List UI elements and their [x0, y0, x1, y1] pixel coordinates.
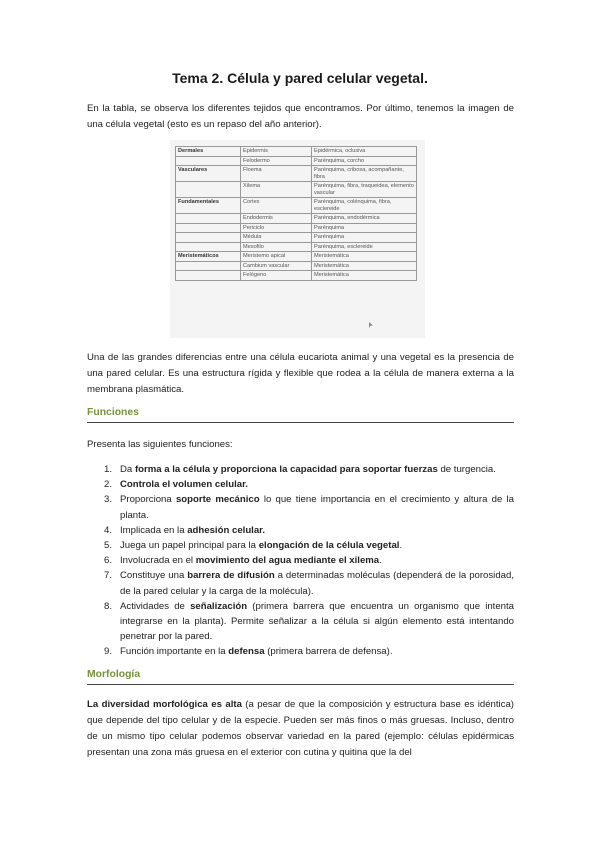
table-cell-cells: Parénquima, corcho [312, 156, 417, 166]
table-cell-category [176, 271, 241, 281]
table-cell-category: Vasculares [176, 166, 241, 182]
table-row [176, 233, 417, 243]
table-cell-category [176, 223, 241, 233]
list-text: (primera barrera de defensa). [264, 646, 393, 658]
table-cell-cells: Parénquima, endodérmica [312, 214, 417, 224]
table-cell-category [176, 182, 241, 198]
list-item [87, 477, 514, 492]
list-item [87, 523, 514, 538]
list-text: (primera barrera que encuentra un organismo que intenta integrarse en la planta). Permite señalizar a la célula si algún elemento está intentando penetrar por la pared. [120, 600, 515, 643]
table-row [176, 252, 417, 262]
list-text: de turgencia. [437, 464, 496, 475]
table-cell-cells: Parénquima, fibra, traqueidea, elemento vascular [312, 182, 417, 198]
list-item [87, 492, 514, 522]
table-cell-cells: Parénquima [312, 223, 417, 233]
list-number: 8. [104, 600, 113, 612]
list-text-bold: forma a la célula y proporciona la capacidad para soportar fuerzas [134, 464, 438, 475]
morfologia-paragraph [87, 697, 514, 761]
table-cell-category [176, 156, 241, 166]
list-text-bold: defensa [228, 646, 265, 658]
list-text-bold: elongación de la célula vegetal [258, 540, 400, 552]
table-cell-tissue: Periciclo [241, 223, 312, 233]
list-number: 9. [104, 646, 113, 658]
list-text-bold: adhesión celular. [187, 524, 266, 536]
table-cell-tissue: Floema [241, 166, 312, 182]
table-row [176, 223, 417, 233]
list-text: Implicada en la [120, 524, 188, 536]
funciones-intro: Presenta las siguientes funciones: [87, 439, 233, 450]
list-number: 6. [104, 555, 113, 567]
table-row [176, 156, 417, 166]
tissue-table [175, 146, 417, 281]
table-cell-tissue: Cortex [241, 198, 312, 214]
list-text-bold: soporte mecánico [175, 494, 260, 506]
morfologia-heading: Morfología [87, 669, 514, 685]
list-text-bold: barrera de difusión [187, 570, 275, 582]
list-text: a determinadas moléculas (dependerá de la porosidad, de la pared celular y la carga de la molécula). [120, 570, 514, 597]
list-item [87, 462, 514, 477]
morfologia-lead: La diversidad morfológica es alta [87, 699, 242, 710]
intro-paragraph: En la tabla, se observa los diferentes tejidos que encontramos. Por último, tenemos la imagen de una célula vegetal (esto es un repaso del año anterior). [87, 103, 514, 130]
table-cell-category [176, 214, 241, 224]
list-text: Actividades de [120, 600, 191, 612]
list-number: 7. [104, 570, 113, 582]
table-cell-tissue: Xilema [241, 182, 312, 198]
list-number: 5. [104, 540, 113, 552]
cell-wall-paragraph: Una de las grandes diferencias entre una célula eucariota animal y una vegetal es la presencia de una pared celular. Es una estructura rígida y flexible que rodea a la célula de manera externa a la membrana plasmática. [87, 352, 514, 395]
table-cell-category [176, 261, 241, 271]
list-item [87, 599, 514, 645]
list-text-bold: señalización [190, 600, 248, 612]
table-cell-category [176, 233, 241, 243]
table-cell-tissue: Felógeno [241, 271, 312, 281]
list-number: 3. [104, 494, 113, 506]
list-text: Proporciona [120, 494, 176, 506]
funciones-heading: Funciones [87, 407, 514, 423]
table-cell-tissue: Meristemo apical [241, 252, 312, 262]
funciones-list [87, 462, 514, 660]
table-cell-tissue: Cambium vascular [241, 261, 312, 271]
table-cell-cells: Parénquima, colénquima, fibra, esclereide [312, 198, 417, 214]
list-text-bold: Controla el volumen celular. [120, 479, 248, 491]
table-row [176, 166, 417, 182]
list-text: Función importante en la [120, 646, 229, 658]
table-row [176, 182, 417, 198]
table-cell-tissue: Mesofilo [241, 242, 312, 252]
morfologia-text: (a pesar de que la composición y estructura base es idéntica) que depende del tipo celular y de la especie. Pueden ser más finos o más gruesas. Incluso, dentro de un mismo tipo celular podemos observar variedad en la pared (ejemplo: células epidérmicas presentan una zona más gruesa en el exterior con cutina y quitina que la del [87, 699, 514, 758]
list-item [87, 538, 514, 553]
list-text: Constituye una [120, 570, 188, 582]
table-cell-cells: Parénquima, esclereide [312, 242, 417, 252]
list-number: 1. [104, 464, 113, 475]
list-number: 2. [104, 479, 113, 491]
table-cell-cells: Meristemática [312, 271, 417, 281]
table-cell-category: Fundamentales [176, 198, 241, 214]
list-text: . [399, 540, 403, 552]
list-item [87, 644, 514, 659]
table-cell-cells: Parénquima, cribosa, acompañante, fibra [312, 166, 417, 182]
table-row [176, 147, 417, 157]
table-row [176, 261, 417, 271]
list-text: Juega un papel principal para la [120, 540, 259, 552]
table-cell-category [176, 242, 241, 252]
table-cell-cells: Epidérmica, oclusiva [312, 147, 417, 157]
list-text: Da [120, 464, 135, 475]
page-title: Tema 2. Célula y pared celular vegetal. [172, 70, 428, 86]
table-row [176, 271, 417, 281]
list-text: . [379, 555, 382, 567]
list-text: Involucrada en el [120, 555, 196, 567]
list-text-bold: movimiento del agua mediante el xilema [195, 555, 380, 567]
list-number: 4. [104, 524, 113, 536]
table-row [176, 214, 417, 224]
table-cell-cells: Parénquima [312, 233, 417, 243]
tissue-table-image [170, 140, 425, 338]
table-cell-cells: Meristemática [312, 252, 417, 262]
list-item [87, 553, 514, 568]
table-cell-tissue: Epidermis [241, 147, 312, 157]
table-cell-tissue: Felodermo [241, 156, 312, 166]
table-cell-category: Meristemáticos [176, 252, 241, 262]
table-row [176, 198, 417, 214]
table-row [176, 242, 417, 252]
list-text: lo que tiene importancia en el crecimiento y altura de la planta. [120, 494, 514, 521]
table-cell-cells: Meristemática [312, 261, 417, 271]
list-item [87, 568, 514, 598]
table-cell-category: Dermales [176, 147, 241, 157]
table-cell-tissue: Endodermis [241, 214, 312, 224]
table-cell-tissue: Médula [241, 233, 312, 243]
